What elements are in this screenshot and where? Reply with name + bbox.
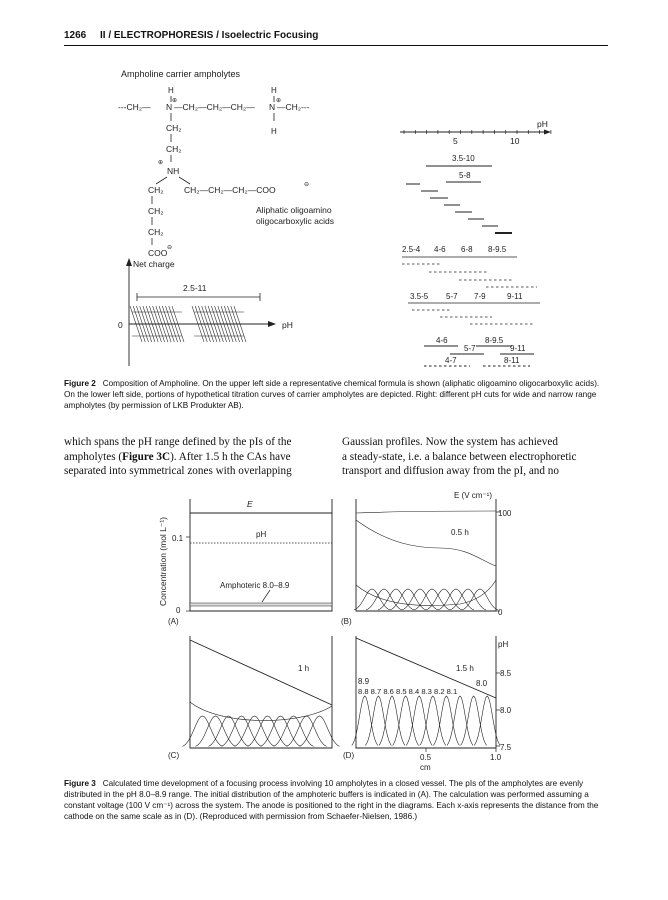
body-column-right	[342, 435, 608, 479]
formula-plus: ⊕	[172, 98, 178, 104]
figure-2	[0, 0, 668, 380]
formula-ch2: CH₂	[148, 206, 164, 216]
pi-8-9: 8.9	[358, 677, 370, 686]
envelope-curve	[190, 702, 332, 721]
envelope-curve	[356, 580, 496, 606]
figure-ref[interactable]: Figure 3C	[122, 450, 171, 463]
formula-h: H	[271, 127, 277, 136]
caption-text: Composition of Ampholine. On the upper left side a representative chemical formula is shown (aliphatic oligoamino oligocarboxylic acids). On the lower left side, portions of hypothetical titration curves of carrier ampholytes are depicted. Right: different pH cuts for wide and narrow range ampholytes (by permission of LKB Produkter AB).	[64, 379, 600, 410]
narrow-range: 9-11	[510, 344, 526, 353]
gaussian-profile	[426, 589, 462, 610]
formula-mid: —CH₂—CH₂—CH₂—	[174, 102, 255, 112]
wide-range: 8-9.5	[488, 245, 507, 254]
panel-a-label: (A)	[168, 617, 179, 626]
x-tick-1-0: 1.0	[490, 753, 502, 762]
gaussian-profile	[402, 589, 438, 610]
wide-range: 9-11	[507, 292, 523, 301]
body-column-left	[64, 435, 330, 479]
x-axis-unit: cm	[420, 763, 431, 772]
formula-minus: ⊖	[304, 182, 310, 188]
narrow-range: 8-11	[504, 356, 520, 365]
time-label-c: 1 h	[298, 664, 310, 673]
gaussian-profile	[414, 589, 450, 610]
panel-b-label: (B)	[341, 617, 352, 626]
formula-coo: COO	[148, 248, 168, 258]
gaussian-profile	[209, 716, 249, 746]
text-fragment: ). After 1.5 h the CAs have	[170, 450, 291, 463]
range-label: 2.5-11	[183, 283, 207, 293]
formula-ch2: CH₂	[166, 123, 182, 133]
acid-label-2: oligocarboxylic acids	[256, 216, 334, 226]
x-tick-0-5: 0.5	[420, 753, 432, 762]
formula-nh: NH	[167, 166, 180, 176]
panel-c-label: (C)	[168, 751, 180, 760]
formula-n: N	[269, 102, 276, 112]
tick-10: 10	[510, 136, 520, 146]
panel-c-curves	[183, 640, 340, 746]
pi-8-0: 8.0	[476, 679, 488, 688]
gaussian-profile	[462, 589, 498, 610]
range-3-5-10: 3.5-10	[452, 154, 475, 163]
wide-range-bars-2	[408, 303, 540, 324]
amphoteric-label: Amphoteric 8.0–8.9	[220, 581, 290, 590]
gaussian-profile	[390, 589, 426, 610]
axis-ticks	[186, 512, 500, 752]
figure-2-caption	[64, 378, 608, 411]
gaussian-profile	[461, 696, 487, 745]
gaussian-profile	[365, 696, 391, 745]
y-axis-label: Concentration (mol L⁻¹)	[158, 516, 168, 606]
figure-3	[0, 480, 668, 780]
pi-series: 8.8 8.7 8.6 8.5 8.4 8.3 8.2 8.1	[358, 687, 458, 696]
gaussian-profile	[438, 589, 474, 610]
time-label-d: 1.5 h	[456, 664, 474, 673]
ph-curve	[356, 520, 496, 566]
page-number: 1266	[64, 30, 87, 41]
e-field-label: E	[247, 499, 253, 509]
formula-chain-left: ---CH₂—	[118, 102, 151, 112]
narrow-range: 5-7	[464, 344, 476, 353]
narrow-range: 8-9.5	[485, 336, 504, 345]
caption-label: Figure 2	[64, 379, 96, 388]
gaussian-profile	[447, 696, 473, 745]
formula-plus: ⊕	[158, 160, 164, 166]
gaussian-profile	[420, 696, 446, 745]
y-tick-0-right: 0	[498, 608, 503, 617]
narrow-range: 4-6	[436, 336, 448, 345]
wide-range: 3.5-5	[410, 292, 429, 301]
gaussian-profile	[450, 589, 486, 610]
e-units-label: E (V cm⁻¹)	[454, 491, 492, 500]
wide-range-bars	[402, 257, 537, 287]
y-tick-0: 0	[176, 606, 181, 615]
net-charge-label: Net charge	[133, 259, 175, 269]
wide-range: 7-9	[474, 292, 486, 301]
y-tick-0-1: 0.1	[172, 534, 184, 543]
time-label-b: 0.5 h	[451, 528, 469, 537]
gaussian-profile	[393, 696, 419, 745]
right-ph-label: pH	[537, 119, 548, 129]
ph-label-a: pH	[256, 530, 267, 539]
formula-ch2: CH₂	[148, 185, 164, 195]
ph-tick-7-5: 7.5	[500, 743, 512, 752]
formula-h: H	[168, 86, 174, 95]
figure-3-caption	[64, 778, 608, 822]
text-line: transport and diffusion away from the pI, and no	[342, 465, 559, 478]
formula-plus: ⊕	[276, 98, 282, 104]
gaussian-profile	[406, 696, 432, 745]
formula-ch2: CH₂	[166, 144, 182, 154]
e-value-100: 100	[498, 509, 512, 518]
panel-d-label: (D)	[343, 751, 355, 760]
formula-h: H	[271, 86, 277, 95]
caption-text: Calculated time development of a focusing process involving 10 ampholytes in a closed vessel. The pIs of the ampholytes are evenly distributed in the pH 8.0–8.9 range. The initial distribution of the amphoteric buffers is indicated in (A). The calculation was performed assuming a constant voltage (100 V cm⁻¹) across the system. The anode is positioned to the right in the diagrams. Each x-axis represents the distance from the cathode on the same scale as in (D). (Reproduced with permission from Schaefer-Nielsen, 1986.)	[64, 779, 599, 821]
range-5-8: 5-8	[459, 171, 471, 180]
gaussian-profile	[183, 716, 223, 746]
ph-tick-8-5: 8.5	[500, 669, 512, 678]
tick-5: 5	[453, 136, 458, 146]
text-line: a steady-state, i.e. a balance between electrophoretic	[342, 450, 577, 463]
wide-range: 4-6	[434, 245, 446, 254]
caption-label: Figure 3	[64, 779, 96, 788]
gaussian-profile	[274, 716, 314, 746]
gaussian-profile	[379, 696, 405, 745]
text-line: Gaussian profiles. Now the system has achieved	[342, 436, 558, 448]
text-line: which spans the pH range defined by the pIs of the	[64, 436, 292, 448]
gaussian-profile	[287, 716, 327, 746]
formula-n: N	[166, 102, 173, 112]
formula-minus: ⊖	[167, 245, 173, 251]
gaussian-profile	[300, 716, 340, 746]
narrow-range: 4-7	[445, 356, 457, 365]
text-line: separated into symmetrical zones with overlapping	[64, 465, 292, 478]
e-field-curve	[356, 511, 496, 513]
wide-range: 5-7	[446, 292, 458, 301]
text-line	[64, 450, 330, 465]
zero-label: 0	[118, 320, 123, 330]
text-fragment: ampholytes (	[64, 450, 123, 463]
chem-title: Ampholine carrier ampholytes	[121, 69, 241, 79]
gaussian-profile	[433, 696, 459, 745]
ph-axis-label: pH	[282, 320, 293, 330]
running-title: II / ELECTROPHORESIS / Isoelectric Focusing	[100, 30, 319, 41]
panel-b-curves	[354, 511, 498, 610]
gaussian-profile	[196, 716, 236, 746]
wide-range: 6-8	[461, 245, 473, 254]
wide-range: 2.5-4	[402, 245, 421, 254]
formula-chain-right: —CH₂---	[277, 102, 310, 112]
ph-curve	[190, 640, 332, 705]
ph-step-segments	[406, 184, 512, 233]
ph-right-label: pH	[498, 640, 509, 649]
formula-side-chain: CH₂—CH₂—CH₂—COO	[184, 185, 276, 195]
acid-label-1: Aliphatic oligoamino	[256, 205, 332, 215]
ph-tick-8-0: 8.0	[500, 706, 512, 715]
formula-ch2: CH₂	[148, 227, 164, 237]
